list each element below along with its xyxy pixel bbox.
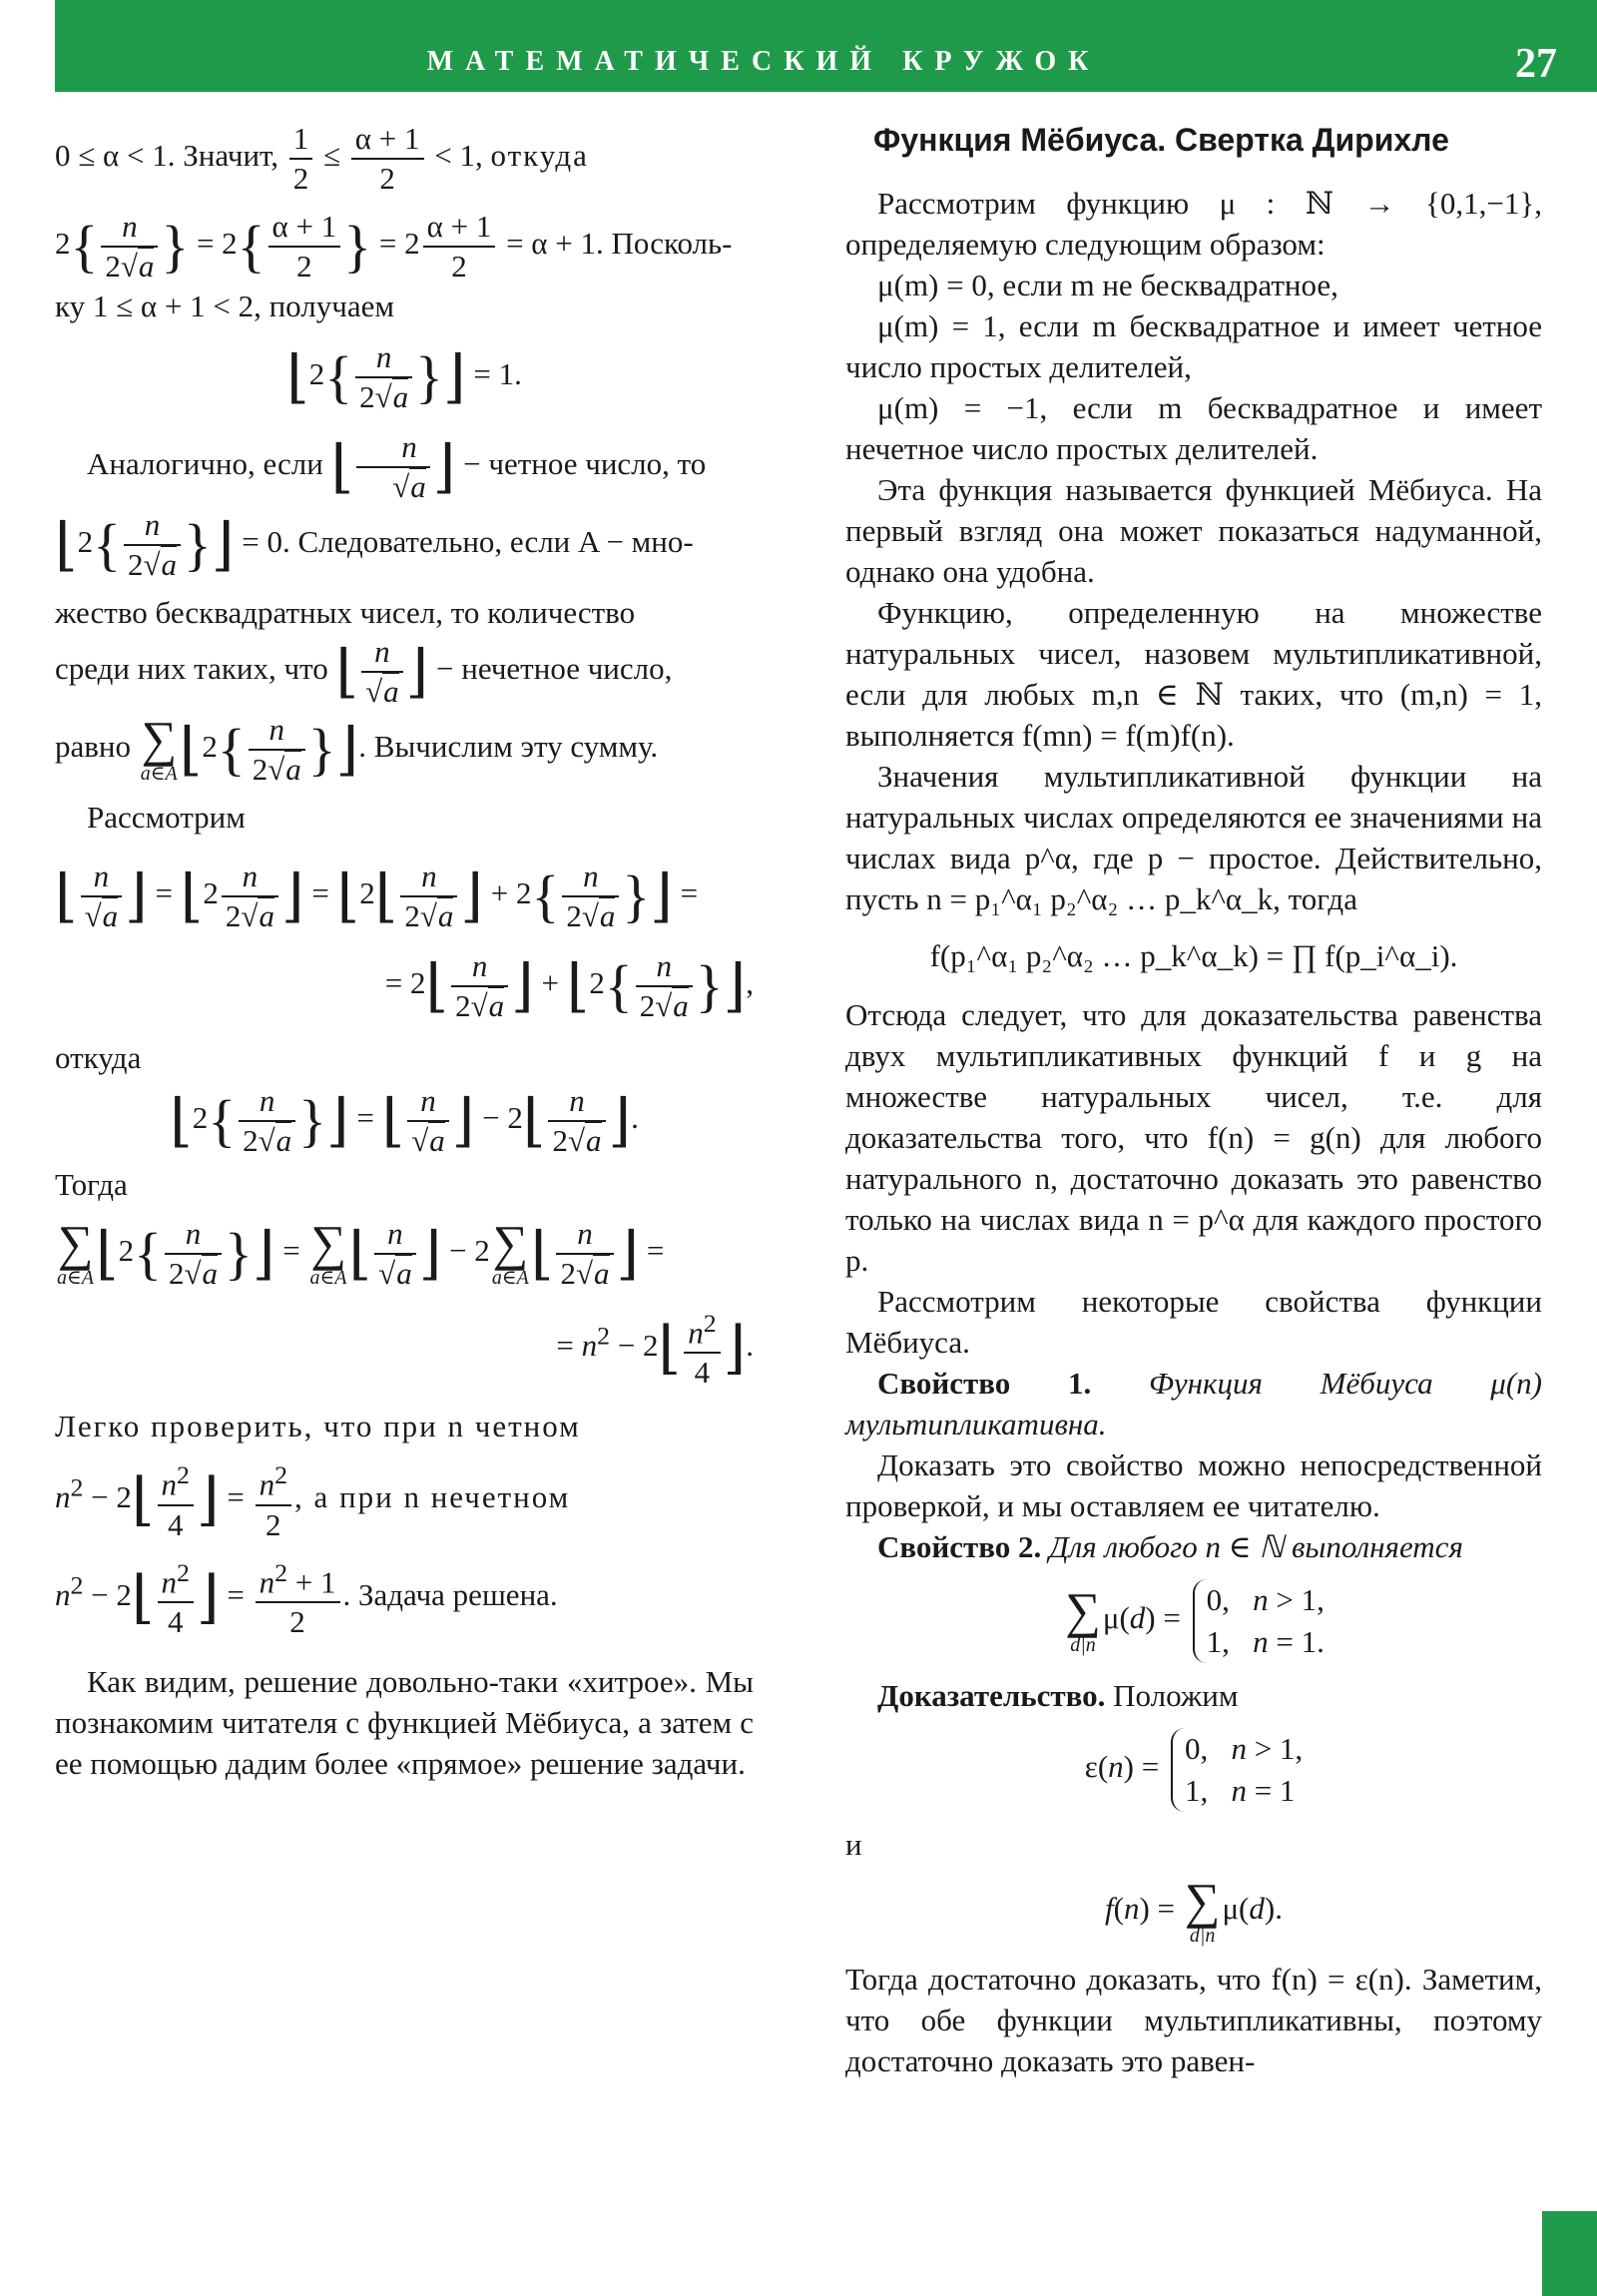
running-header — [55, 0, 1597, 92]
property-1: Свойство 1. Функция Мёбиуса μ(n) мультипликативна. — [845, 1366, 1542, 1441]
formula-sum-2: = $n^2$ − 2⌊ $\frac{n^2}{4}$ ⌋. — [55, 1305, 754, 1392]
odd-case: $n^2$ − 2⌊ $\frac{n^2}{4}$ ⌋ = $\frac{n^2 + 1}{2}$ . Задача решена. — [55, 1554, 754, 1641]
formula-floor-one: ⌊2{ $\frac{n}{2√a}$ }⌋ = 1. — [286, 339, 522, 414]
para-zero: ⌊2{ $\frac{n}{2√a}$ }⌋ = 0. Следовательно, если A − мно- — [55, 507, 694, 582]
final-paragraph: Как видим, решение довольно-таки «хитрое». Мы познакомим читателя с функцией Мёбиуса, а затем с ее помощью дадим более «прямое» решение задачи. — [55, 1663, 754, 1781]
even-case: $n^2$ − 2⌊ $\frac{n^2}{4}$ ⌋ = $\frac{n^2}{2}$ , а при n нечетном — [55, 1456, 754, 1543]
def-minus-one: μ(m) = −1, если m бесквадратное и имеет нечетное число простых делителей. — [845, 390, 1542, 466]
left-column — [55, 120, 754, 1784]
left-line-1: 0 ≤ α < 1. Значит, $\frac{1}{2}$ ≤ $\frac{\alpha + 1}{2}$ < 1, откуда — [55, 121, 589, 196]
formula-decomposition-1: ⌊ $\frac{n}{√a}$ ⌋ = ⌊2 $\frac{n}{2√a}$ ⌋ = ⌊2⌊ $\frac{n}{2√a}$ ⌋ + 2{ $\frac{n}{2√a}$ }⌋ = — [55, 859, 699, 933]
formula-f-sum: f(n) = ∑ d|n μ(d). — [1105, 1873, 1283, 1947]
left-line-3: ку 1 ≤ α + 1 < 2, получаем — [55, 288, 394, 323]
formula-whence: ⌊2{ $\frac{n}{2√a}$ }⌋ = ⌊ $\frac{n}{√a}$ ⌋ − 2⌊ $\frac{n}{2√a}$ ⌋. — [170, 1083, 639, 1158]
corner-tab — [1542, 2211, 1597, 2296]
formula-sum-1: ∑ a∈A ⌊2{ $\frac{n}{2√a}$ }⌋ = ∑ a∈A ⌊ $\frac{n}{√a}$ ⌋ − 2 ∑ a∈A ⌊ $\frac{n}{2√a}$ ⌋ = — [57, 1215, 665, 1291]
para-end: Тогда достаточно доказать, что f(n) = ε(n). Заметим, что обе функции мультипликативны, поэтому достаточно доказать это равен- — [845, 1962, 1542, 2078]
def-zero: μ(m) = 0, если m не бесквадратное, — [877, 268, 1338, 302]
para-analog: Аналогично, если ⌊ $\frac{n}{√a}$ ⌋ − четное число, то — [87, 429, 707, 504]
para-def-intro: Рассмотрим функцию μ : ℕ → {0,1,−1}, определяемую следующим образом: — [845, 186, 1542, 262]
para-name: Эта функция называется функцией Мёбиуса. На первый взгляд она может показаться надуманной, однако она удобна. — [845, 472, 1542, 589]
whence-label: откуда — [55, 1040, 142, 1075]
para-among: среди них таких, что ⌊ $\frac{n}{√a}$ ⌋ − нечетное число, — [55, 634, 673, 709]
left-line-2: 2{ $\frac{n}{2√a}$ } = 2{ $\frac{\alpha + 1}{2}$ } = 2 $\frac{\alpha + 1}{2}$ = α + 1. Посколь- — [55, 209, 733, 284]
right-column — [845, 120, 1542, 2081]
property-2: Свойство 2. Для любого n ∈ ℕ выполняется — [877, 1529, 1463, 1564]
para-properties: Рассмотрим некоторые свойства функции Мёбиуса. — [845, 1284, 1542, 1360]
def-one: μ(m) = 1, если m бесквадратное и имеет четное число простых делителей, — [845, 308, 1542, 384]
formula-product: f(p₁^α₁ p₂^α₂ … p_k^α_k) = ∏ f(p_i^α_i). — [929, 938, 1458, 973]
easy-check: Легко проверить, что при n четном — [55, 1409, 581, 1444]
and-label: и — [845, 1827, 862, 1862]
running-title: МАТЕМАТИЧЕСКИЙ КРУЖОК — [426, 46, 1101, 77]
formula-mobius-sum: ∑ d|n μ(d) = 0, n > 1, 1, n = 1. — [845, 1579, 1542, 1663]
para-values: Значения мультипликативной функции на натуральных числах определяются ее значениями на числах вида p^α, где p − простое. Действительно, пусть n = p₁^α₁ p₂^α₂ … p_k^α_k, тогда — [845, 759, 1542, 916]
para-proof-1: Доказать это свойство можно непосредственной проверкой, и мы оставляем ее читателю. — [845, 1447, 1542, 1523]
formula-epsilon: ε(n) = 0, n > 1, 1, n = 1 — [845, 1728, 1542, 1812]
para-multiplicative: Функцию, определенную на множестве натуральных чисел, назовем мультипликативной, если для любых m,n ∈ ℕ таких, что (m,n) = 1, выполняется f(mn) = f(m)f(n). — [845, 595, 1542, 753]
para-equal: равно ∑ a∈A ⌊2{ $\frac{n}{2√a}$ }⌋. Вычислим эту сумму. — [55, 711, 659, 787]
formula-decomposition-2: = 2⌊ $\frac{n}{2√a}$ ⌋ + ⌊2{ $\frac{n}{2√a}$ }⌋, — [384, 948, 754, 1023]
consider-label: Рассмотрим — [87, 800, 246, 835]
page-number: 27 — [1515, 41, 1557, 87]
then-label: Тогда — [55, 1167, 128, 1202]
section-heading: Функция Мёбиуса. Свертка Дирихле — [873, 122, 1449, 158]
proof-start: Доказательство. Положим — [877, 1678, 1239, 1713]
para-consequence: Отсюда следует, что для доказательства равенства двух мультипликативных функций f и g на множестве натуральных чисел, т.е. для доказательства того, что f(n) = g(n) для любого натурального n, достаточно доказать это равенство только на числах вида n = p^α для каждого простого p. — [845, 997, 1542, 1278]
para-set: жество бесквадратных чисел, то количество — [55, 595, 636, 630]
